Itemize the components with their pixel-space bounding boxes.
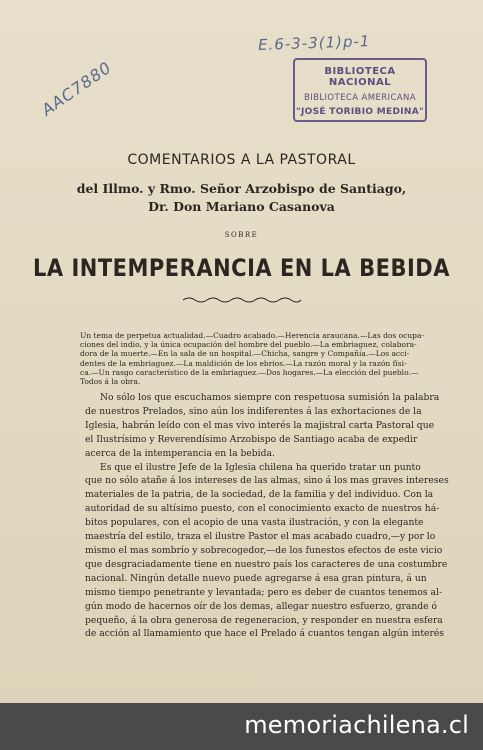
library-stamp bbox=[293, 58, 427, 122]
site-brand[interactable]: memoriachilena.cl bbox=[244, 711, 469, 739]
body-line: gún modo de hacernos oír de los demas, allegar nuestro esfuerzo, grande ó bbox=[85, 600, 438, 612]
body-text bbox=[85, 391, 449, 641]
body-line: mismo tiempo penetrante y levantada; pero es deber de cuantos tenemos al- bbox=[85, 586, 443, 598]
document-subtitle-2: Dr. Don Mariano Casanova bbox=[148, 199, 335, 214]
body-line: nacional. Ningún detalle nuevo puede agregarse á esa gran pintura, á un bbox=[85, 572, 427, 584]
handwritten-catalog-number: AAC7880 bbox=[38, 57, 116, 120]
summary-line: ca.—Un rasgo característico de la embriaguez.—Dos hogares.—La elección del pueblo.— bbox=[80, 367, 419, 377]
chapter-summary bbox=[80, 331, 432, 386]
body-line: Iglesia, habrán leído con el mas vivo interés la majistral carta Pastoral que bbox=[85, 419, 435, 431]
connector-word: SOBRE bbox=[224, 231, 259, 239]
handwritten-shelfmark: E.6-3-3(1)p-1 bbox=[257, 32, 371, 54]
body-line: el Ilustrísimo y Reverendísimo Arzobispo de Santiago acaba de expedir bbox=[85, 433, 418, 445]
footer-bar bbox=[0, 703, 483, 750]
body-line: de acción al llamamiento que hace el Prelado á cuantos tengan algún interés bbox=[85, 628, 444, 640]
body-line: acerca de la intemperancia en la bebida. bbox=[85, 447, 275, 459]
body-line: No sólo los que escuchamos siempre con respetuosa sumisión la palabra bbox=[100, 392, 440, 403]
summary-line: dentes de la embriaguez.—La maldición de los ebrios.—La razón moral y la razón físi- bbox=[80, 358, 407, 368]
main-title: LA INTEMPERANCIA EN LA BEBIDA bbox=[33, 254, 450, 282]
body-line: maestría del estilo, traza el ilustre Pastor el mas acabado cuadro,—y por lo bbox=[85, 531, 436, 543]
stamp-line-1: BIBLIOTECA NACIONAL bbox=[324, 66, 396, 88]
body-line: mismo el mas sombrío y sobrecogedor,—de los funestos efectos de este vicio bbox=[85, 544, 443, 556]
stamp-line-2: BIBLIOTECA AMERICANA bbox=[304, 93, 416, 103]
body-line: Es que el ilustre Jefe de la Iglesia chilena ha querido tratar un punto bbox=[100, 461, 421, 473]
body-line: que no sólo atañe á los intereses de las almas, sino á los mas graves intereses bbox=[85, 475, 449, 487]
summary-line: ciones del indio, y la única ocupación del hombre del pueblo.—La embriaguez, colabora- bbox=[80, 340, 417, 350]
body-line: bitos populares, con el acopio de una vasta ilustración, y con la elegante bbox=[85, 517, 424, 529]
document-title: COMENTARIOS A LA PASTORAL bbox=[127, 152, 356, 168]
summary-line: dora de la muerte.—En la sala de un hospital.—Chicha, sangre y Compañía.—Los acci- bbox=[80, 349, 410, 359]
body-line: pequeño, á la obra generosa de regeneracion, y responder en nuestra esfera bbox=[85, 614, 443, 626]
document-subtitle-1: del Illmo. y Rmo. Señor Arzobispo de Santiago, bbox=[76, 181, 407, 196]
stamp-line-3: "JOSÉ TORIBIO MEDINA" bbox=[296, 107, 424, 117]
summary-line: Todos á la obra. bbox=[80, 377, 141, 387]
body-line: que desgraciadamente tiene en nuestro país los caracteres de una costumbre bbox=[85, 558, 448, 570]
decorative-divider bbox=[181, 296, 303, 304]
summary-line: Un tema de perpetua actualidad.—Cuadro acabado.—Herencia araucana.—Las dos ocupa- bbox=[80, 331, 424, 340]
body-line: de nuestros Prelados, sino aún los indiferentes á las exhortaciones de la bbox=[85, 405, 422, 417]
body-line: materiales de la patria, de la sociedad, de la familia y del individuo. Con la bbox=[85, 489, 434, 501]
body-line: autoridad de su altísimo puesto, con el conocimiento exacto de nuestros há- bbox=[85, 503, 440, 515]
